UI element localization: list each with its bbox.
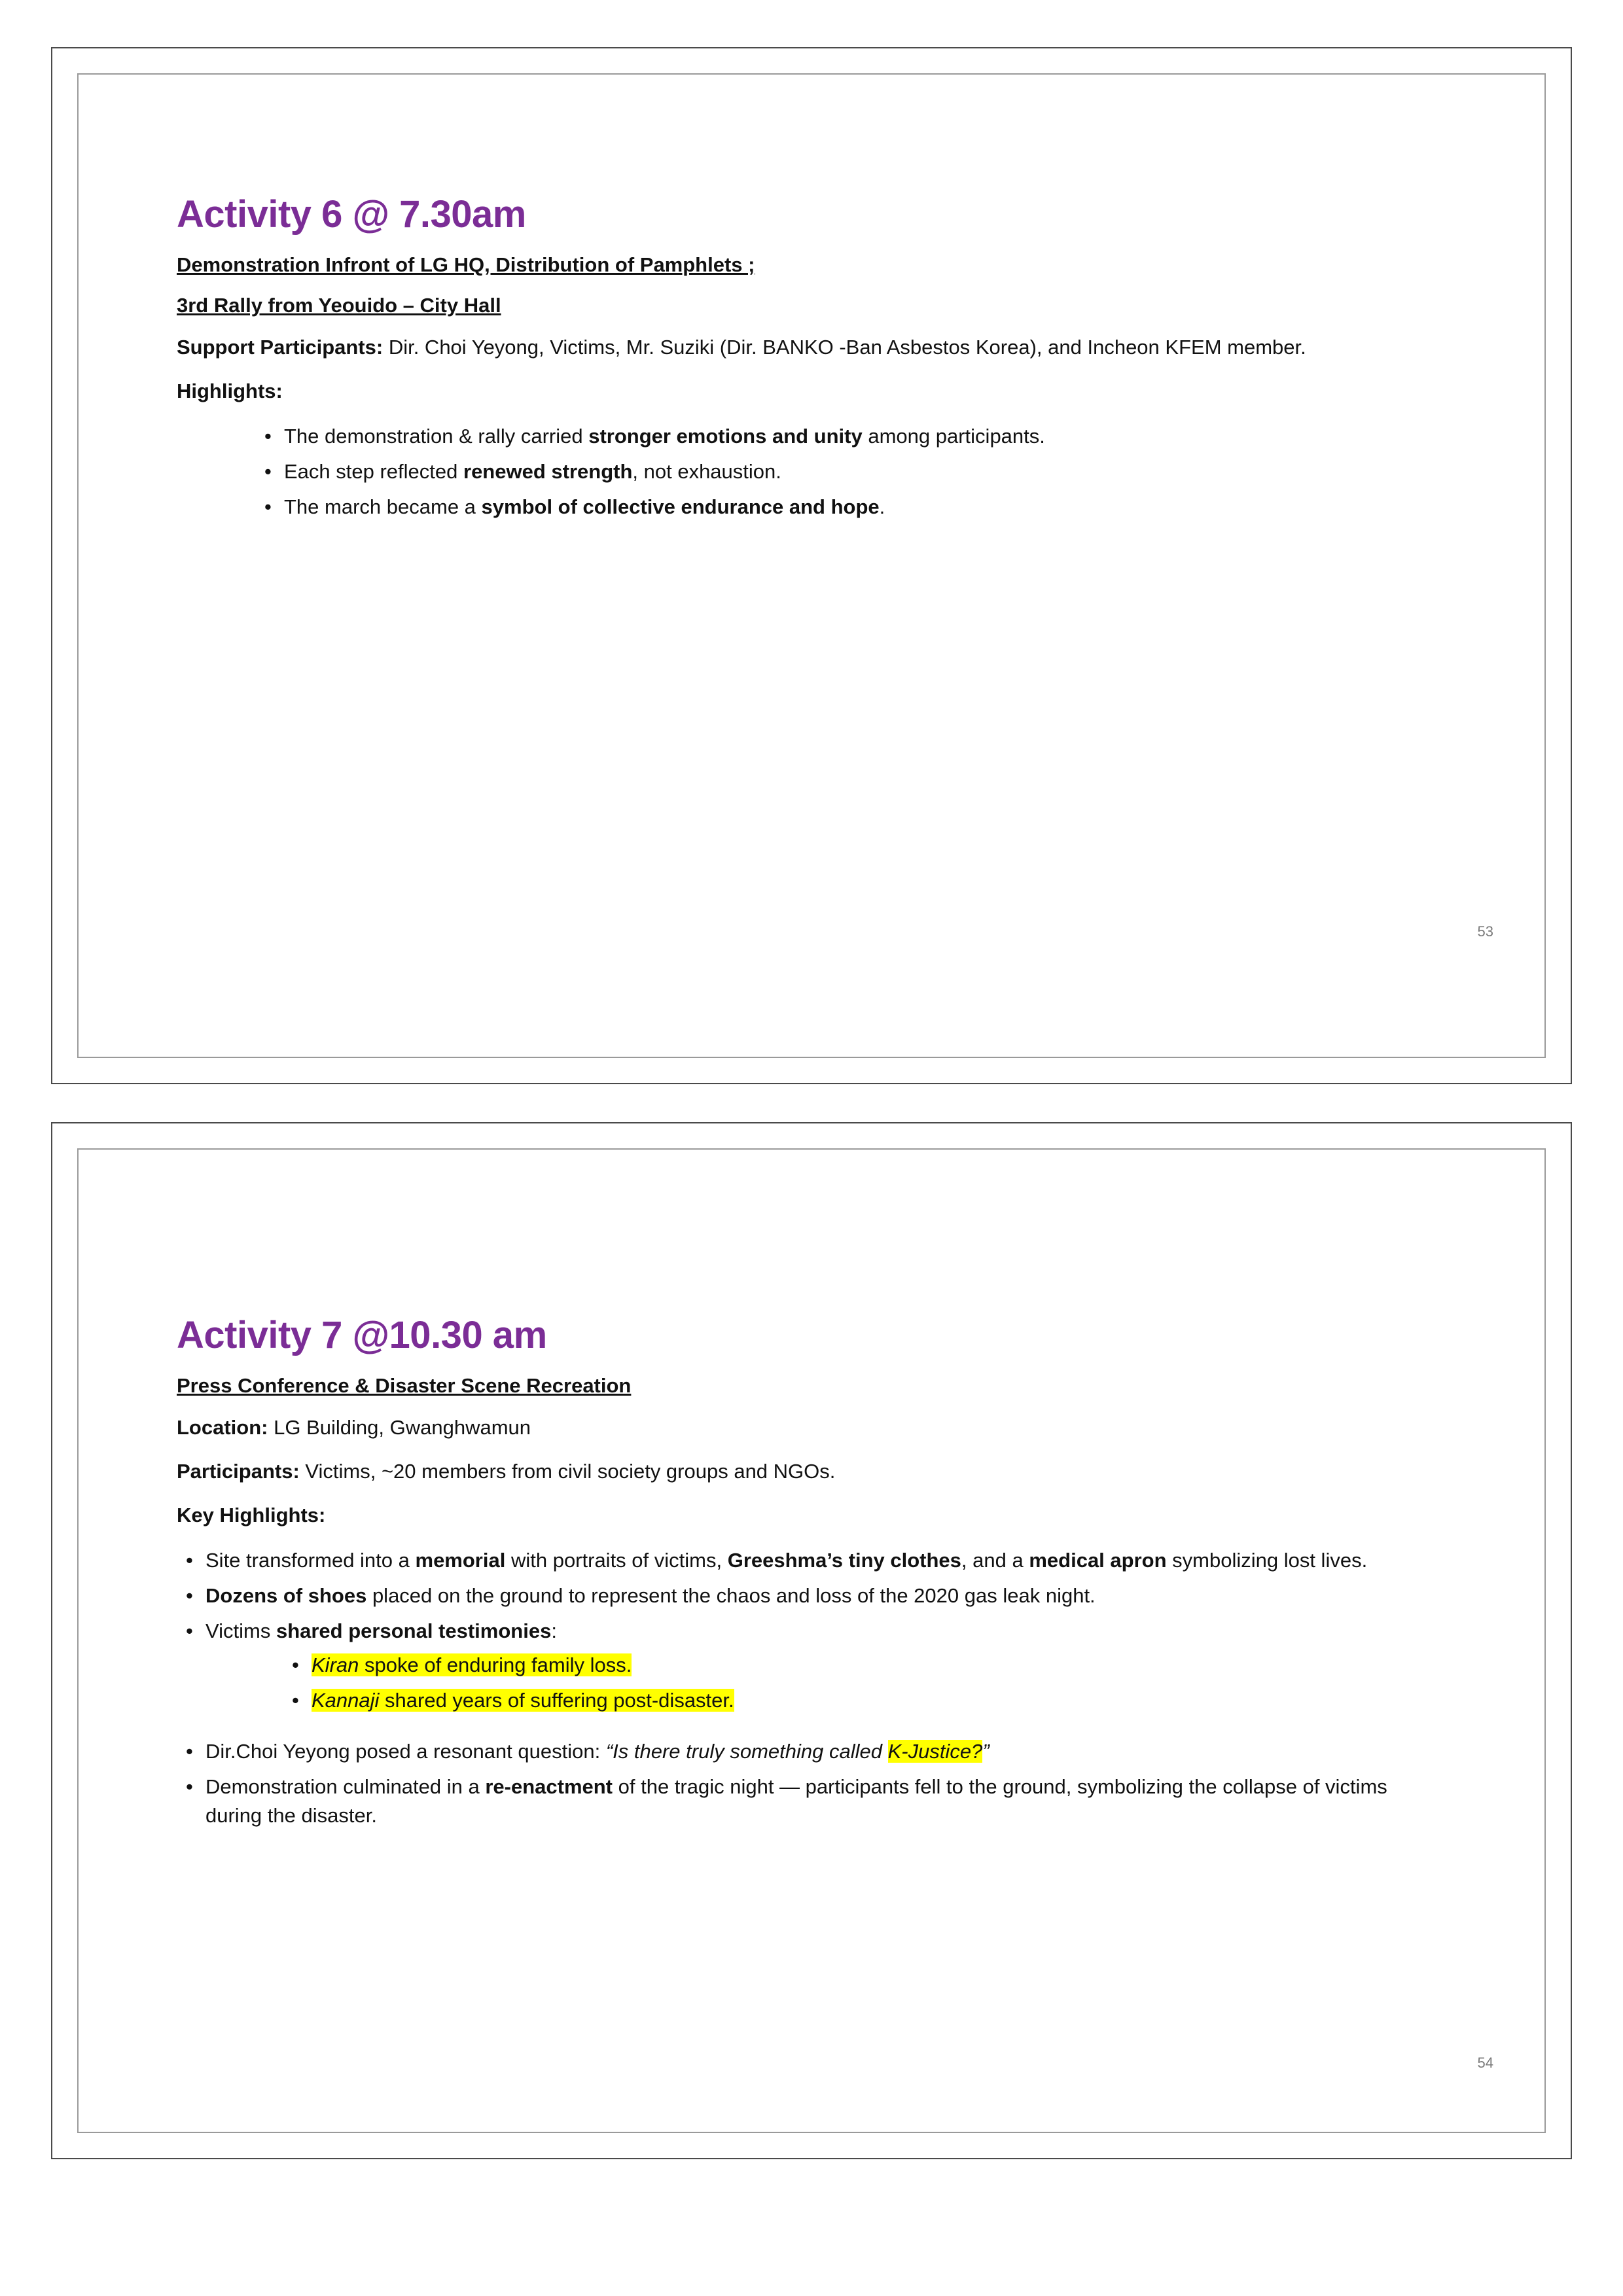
list-item	[283, 1651, 1446, 1680]
key-highlights-label: Key Highlights:	[177, 1503, 326, 1527]
list-item: • The demonstration & rally carried stronger emotions and unity among participants.	[255, 422, 1446, 451]
page-title: Activity 7 @10.30 am	[177, 1314, 547, 1356]
slide-frame-54	[77, 1148, 1546, 2133]
page-title: Activity 6 @ 7.30am	[177, 193, 526, 236]
highlights-label: Highlights:	[177, 379, 283, 402]
participants-text: Victims, ~20 members from civil society groups and NGOs.	[299, 1459, 836, 1483]
list-item: • Each step reflected renewed strength, not exhaustion.	[255, 457, 1446, 486]
list-item: • Dozens of shoes placed on the ground to represent the chaos and loss of the 2020 gas leak night.	[177, 1581, 1446, 1610]
slide-subtitle-1: Press Conference & Disaster Scene Recreation	[177, 1374, 632, 1397]
location-label: Location:	[177, 1416, 268, 1439]
highlights-list	[255, 422, 1446, 521]
list-item: • Victims shared personal testimonies: • Kiran spoke of enduring family loss. • Kannaji shared years of suffering post-disaster.	[177, 1617, 1446, 1715]
page-number: 53	[1477, 923, 1493, 940]
highlighted-text: Kiran spoke of enduring family loss.	[312, 1653, 632, 1676]
support-participants-line	[177, 334, 1446, 361]
slide-frame-53	[77, 73, 1546, 1058]
location-line	[177, 1415, 1446, 1441]
participants-label: Participants:	[177, 1459, 300, 1483]
support-participants-text: Dir. Choi Yeyong, Victims, Mr. Suziki (Dir. BANKO -Ban Asbestos Korea), and Incheon KFEM member.	[383, 336, 1306, 359]
slide-subtitle-1: Demonstration Infront of LG HQ, Distribution of Pamphlets ;	[177, 253, 755, 276]
slide-subtitle-2: 3rd Rally from Yeouido – City Hall	[177, 294, 501, 317]
slide-content-53	[79, 75, 1544, 567]
key-highlights-list	[177, 1546, 1446, 1830]
slide-card-53	[51, 47, 1572, 1084]
page-number: 54	[1477, 2055, 1493, 2071]
list-item: • The march became a symbol of collective endurance and hope.	[255, 493, 1446, 521]
slide-content-54	[79, 1150, 1544, 1876]
list-item	[283, 1686, 1446, 1715]
list-item: • Site transformed into a memorial with portraits of victims, Greeshma’s tiny clothes, and a medical apron symbolizing lost lives.	[177, 1546, 1446, 1575]
slide-card-54	[51, 1122, 1572, 2159]
list-item: • Demonstration culminated in a re-enactment of the tragic night — participants fell to the ground, symbolizing the collapse of victims during the disaster.	[177, 1773, 1446, 1830]
highlighted-text: K-Justice?	[887, 1739, 983, 1763]
list-item: • Dir.Choi Yeyong posed a resonant question: “Is there truly something called K-Justice?”	[177, 1737, 1446, 1766]
testimonies-sublist	[283, 1651, 1446, 1715]
highlighted-text: Kannaji shared years of suffering post-disaster.	[312, 1688, 734, 1712]
participants-line	[177, 1458, 1446, 1485]
location-text: LG Building, Gwanghwamun	[268, 1416, 531, 1439]
support-participants-label: Support Participants:	[177, 336, 383, 359]
